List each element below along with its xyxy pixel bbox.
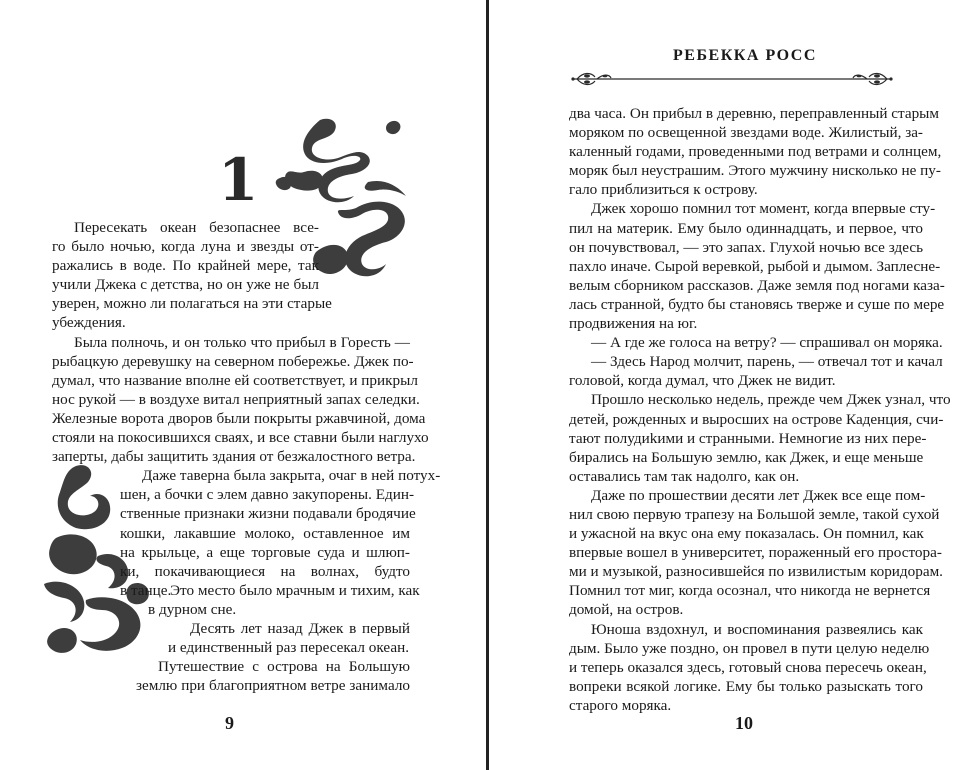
text-line: го было ночью, когда луна и звезды от- — [52, 238, 319, 256]
text-line: Десять лет назад Джек в первый — [190, 620, 410, 638]
text-line: Это место было мрачным и тихим, как — [170, 582, 420, 599]
text-line: головой, когда думал, что Джек не видит. — [569, 372, 836, 390]
text-line: — Здесь Народ молчит, парень, — отвечал тот и качал — [591, 353, 943, 371]
text-line: гало приблизиться к острову. — [569, 181, 758, 199]
text-line: шен, а бочки с элем давно закупорены. Един- — [120, 486, 415, 504]
text-line: Даже по прошествии десяти лет Джек все еще пом- — [591, 486, 926, 504]
text-line: Прошло несколько недель, прежде чем Джек узнал, что — [591, 391, 951, 409]
text-line: Путешествие с острова на Большую — [158, 658, 410, 676]
text-line: ражались в воде. По крайней мере, так — [52, 257, 319, 275]
right-text — [569, 104, 951, 715]
text-line: лась странной, будто бы становясь тверже и суше по мере — [569, 295, 945, 313]
text-line: два часа. Он прибыл в деревню, переправленный старым — [569, 105, 939, 122]
text-line: ми и музыкой, разносившейся по извилистым коридорам. — [569, 563, 943, 581]
left-text-top — [52, 218, 332, 333]
text-line: уверен, можно ли полагаться на эти старые — [52, 295, 332, 313]
text-line: пил на материк. Ему было одиннадцать, и первое, что — [569, 219, 923, 237]
text-line: Помнил тот миг, когда осознал, что никогда не вернется — [569, 582, 931, 600]
text-line: Юноша вздохнул, и воспоминания развеялись как — [591, 620, 923, 638]
text-line: моряк был неустрашим. Этого мужчину нисколько не пу- — [569, 162, 941, 180]
right-page — [489, 0, 977, 770]
text-line: убеждения. — [52, 314, 126, 332]
text-line: Была полночь, и он только что прибыл в Горесть — — [74, 333, 410, 351]
text-line: детей, рожденных и выросших на острове Каденция, счи- — [569, 410, 944, 428]
text-line: бирались на Большую землю, как Джек, и еще меньше — [569, 448, 924, 466]
text-line: Джек хорошо помнил тот момент, когда впервые сту- — [591, 200, 936, 218]
text-line: тают полудиkими и странными. Немногие из них пере- — [569, 429, 927, 447]
text-line: домой, на остров. — [569, 601, 684, 619]
text-line: ственные признаки жизни подавали бродячие — [120, 505, 416, 523]
text-line: Даже таверна была закрыта, очаг в ней потух- — [142, 467, 441, 485]
text-line: и ужасной на вкус она ему показалась. Он помнил, как — [569, 525, 924, 543]
text-line: вопреки всякой логике. Ему бы только разыскать того — [569, 677, 923, 695]
text-line: и единственный раз пересекал океан. — [168, 639, 409, 657]
text-line: — А где же голоса на ветру? — спрашивал он моряка. — [591, 334, 943, 352]
text-line: каленный годами, проведенными под ветрами и солнцем, — [569, 143, 942, 161]
text-line: в дурном сне. — [148, 601, 237, 619]
text-line: кошки, лакавшие молоко, оставленное им — [120, 524, 410, 542]
text-line: нос рукой — в воздухе витал неприятный запах селедки. — [52, 390, 420, 408]
chapter-number: 1 — [218, 146, 259, 214]
text-line: нил свою первую трапезу на Большой земле, такой сухой — [569, 505, 940, 523]
text-line: в танце. — [120, 581, 172, 599]
left-page — [0, 0, 487, 770]
text-line: ки, покачивающиеся на волнах, будто — [120, 562, 410, 580]
text-line: он почувствовал, — это запах. Глухой ночью все здесь — [569, 238, 923, 256]
left-text-lower-3 — [168, 619, 410, 657]
text-line: Железные ворота дворов были покрыты ржавчиной, дома — [52, 409, 426, 427]
left-text-middle — [52, 333, 429, 467]
text-line: и теперь оказался здесь, готовый снова пересечь океан, — [569, 658, 927, 676]
text-line: заперты, дабы защитить здания от безжалостного ветра. — [52, 448, 416, 466]
header-ornament — [567, 68, 897, 90]
left-text-bottom — [136, 657, 410, 695]
page-number-left: 9 — [225, 713, 234, 733]
text-line: Пересекать океан безопаснее все- — [74, 219, 319, 236]
text-line: рыбацкую деревушку на северном побережье. Джек по- — [52, 352, 414, 370]
text-line: моряком по освещенной звездами воде. Жилистый, за- — [569, 124, 923, 142]
left-text-lower-2 — [148, 581, 420, 619]
text-line: учили Джека с детства, но он уже не был — [52, 276, 319, 294]
text-line: землю при благоприятном ветре занимало — [136, 677, 410, 695]
text-line: продвижения на юг. — [569, 315, 698, 333]
text-line: старого моряка. — [569, 696, 672, 714]
text-line: велым сборником рассказов. Даже земля под ногами каза- — [569, 276, 945, 294]
text-line: думал, что название вполне ей соответствует, и прикрыл — [52, 371, 418, 389]
text-line: на крыльце, а еще торговые суда и шлюп- — [120, 543, 410, 561]
text-line: пахло иначе. Сырой веревкой, рыбой и дымом. Заплесне- — [569, 257, 941, 275]
page-number-right: 10 — [735, 713, 753, 733]
text-line: дым. Было уже поздно, он провел в пути целую неделю — [569, 639, 930, 657]
running-head: РЕБЕККА РОСС — [673, 47, 817, 64]
text-line: впервые вошел в университет, пораженный его простора- — [569, 544, 942, 562]
left-text-lower — [120, 466, 441, 600]
text-line: оставались там так надолго, как он. — [569, 467, 800, 485]
text-line: стояли на покосившихся сваях, и все ставни были наглухо — [52, 429, 429, 447]
